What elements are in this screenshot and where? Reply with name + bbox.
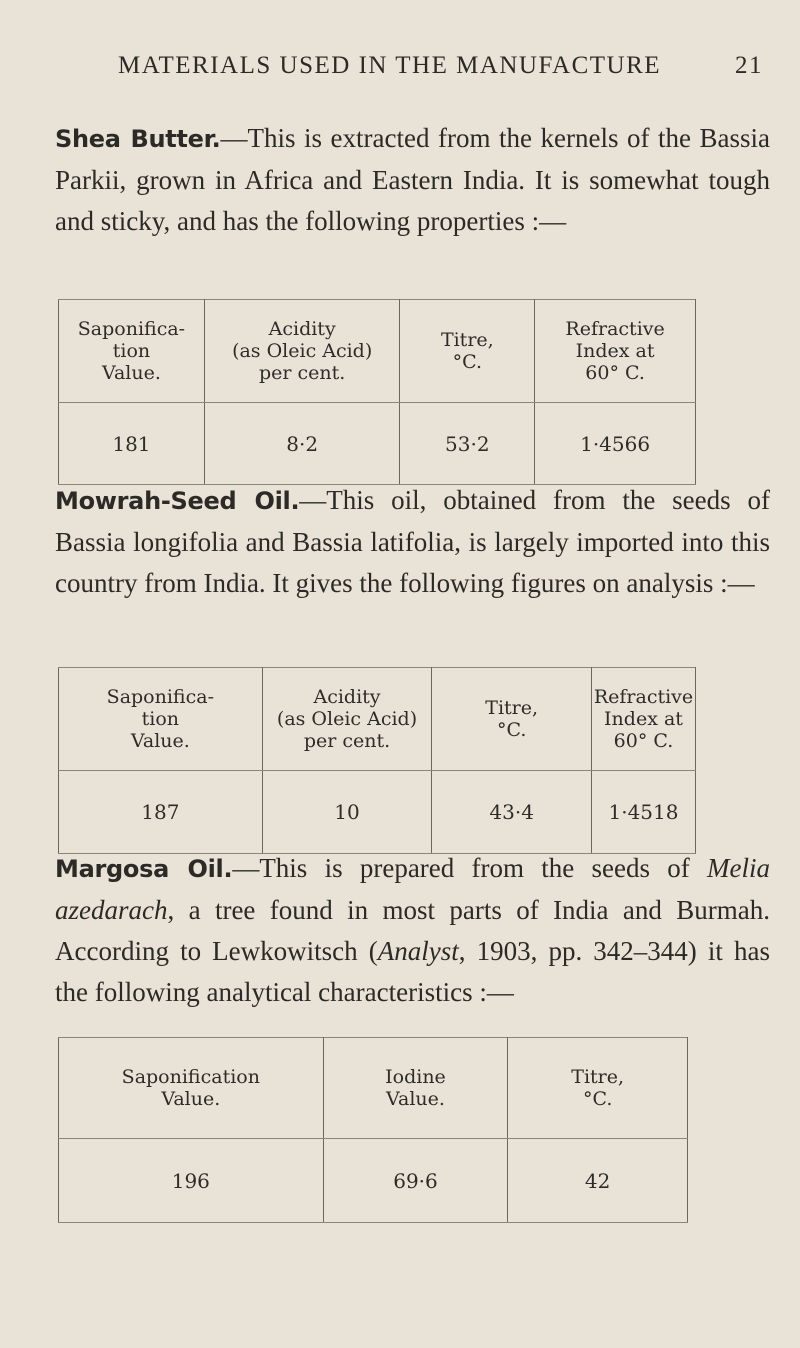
margosa-species-name: Melia azedarach [55, 853, 771, 925]
col-saponification: Saponifica- tion Value. [59, 668, 263, 771]
cell-saponification: 196 [59, 1139, 324, 1223]
margosa-oil-text-1: —This is prepared from the seeds of [232, 853, 708, 883]
mowrah-oil-heading: Mowrah-Seed Oil. [55, 487, 300, 515]
cell-titre: 42 [508, 1139, 688, 1223]
col-saponification: Saponifica- tion Value. [59, 300, 205, 403]
cell-titre: 53·2 [400, 403, 535, 485]
running-title: MATERIALS USED IN THE MANUFACTURE [118, 52, 662, 79]
margosa-oil-text-3: , 1903, pp. 342–344) it has the following analytical characteristics :— [55, 936, 770, 1007]
col-iodine: Iodine Value. [323, 1038, 508, 1139]
table-header-row [59, 668, 696, 771]
shea-butter-table [58, 299, 696, 485]
col-refractive-index: Refractive Index at 60° C. [535, 300, 696, 403]
page-number: 21 [735, 52, 763, 79]
table-row [59, 1139, 688, 1223]
table-row [59, 771, 696, 854]
mowrah-oil-table [58, 667, 696, 854]
table-header-row [59, 1038, 688, 1139]
col-refractive-index: Refractive Index at 60° C. [591, 668, 695, 771]
cell-saponification: 181 [59, 403, 205, 485]
mowrah-oil-text: —This oil, obtained from the seeds of Bassia longifolia and Bassia latifolia, is largely imported into this country from India. It gives the following figures on analysis :— [55, 485, 770, 598]
col-acidity: Acidity (as Oleic Acid) per cent. [204, 300, 400, 403]
col-saponification: Saponification Value. [59, 1038, 324, 1139]
col-titre: Titre, °C. [400, 300, 535, 403]
journal-name: Analyst [377, 936, 459, 966]
cell-iodine: 69·6 [323, 1139, 508, 1223]
margosa-oil-text-2: , a tree found in most parts of India and Burmah. According to Lewkowitsch ( [55, 895, 770, 966]
cell-refractive-index: 1·4566 [535, 403, 696, 485]
margosa-oil-heading: Margosa Oil. [55, 855, 233, 883]
col-titre: Titre, °C. [432, 668, 592, 771]
table-header-row [59, 300, 696, 403]
mowrah-oil-paragraph [55, 480, 770, 604]
shea-butter-text: —This is extracted from the kernels of the Bassia Parkii, grown in Africa and Eastern India. It is somewhat tough and sticky, and has the following properties :— [55, 123, 770, 236]
shea-butter-heading: Shea Butter. [55, 125, 221, 153]
margosa-oil-table [58, 1037, 688, 1223]
shea-butter-paragraph [55, 118, 770, 242]
cell-acidity: 10 [262, 771, 432, 854]
cell-refractive-index: 1·4518 [591, 771, 695, 854]
cell-saponification: 187 [59, 771, 263, 854]
col-titre: Titre, °C. [508, 1038, 688, 1139]
margosa-oil-paragraph [55, 848, 770, 1013]
col-acidity: Acidity (as Oleic Acid) per cent. [262, 668, 432, 771]
cell-titre: 43·4 [432, 771, 592, 854]
cell-acidity: 8·2 [204, 403, 400, 485]
table-row [59, 403, 696, 485]
